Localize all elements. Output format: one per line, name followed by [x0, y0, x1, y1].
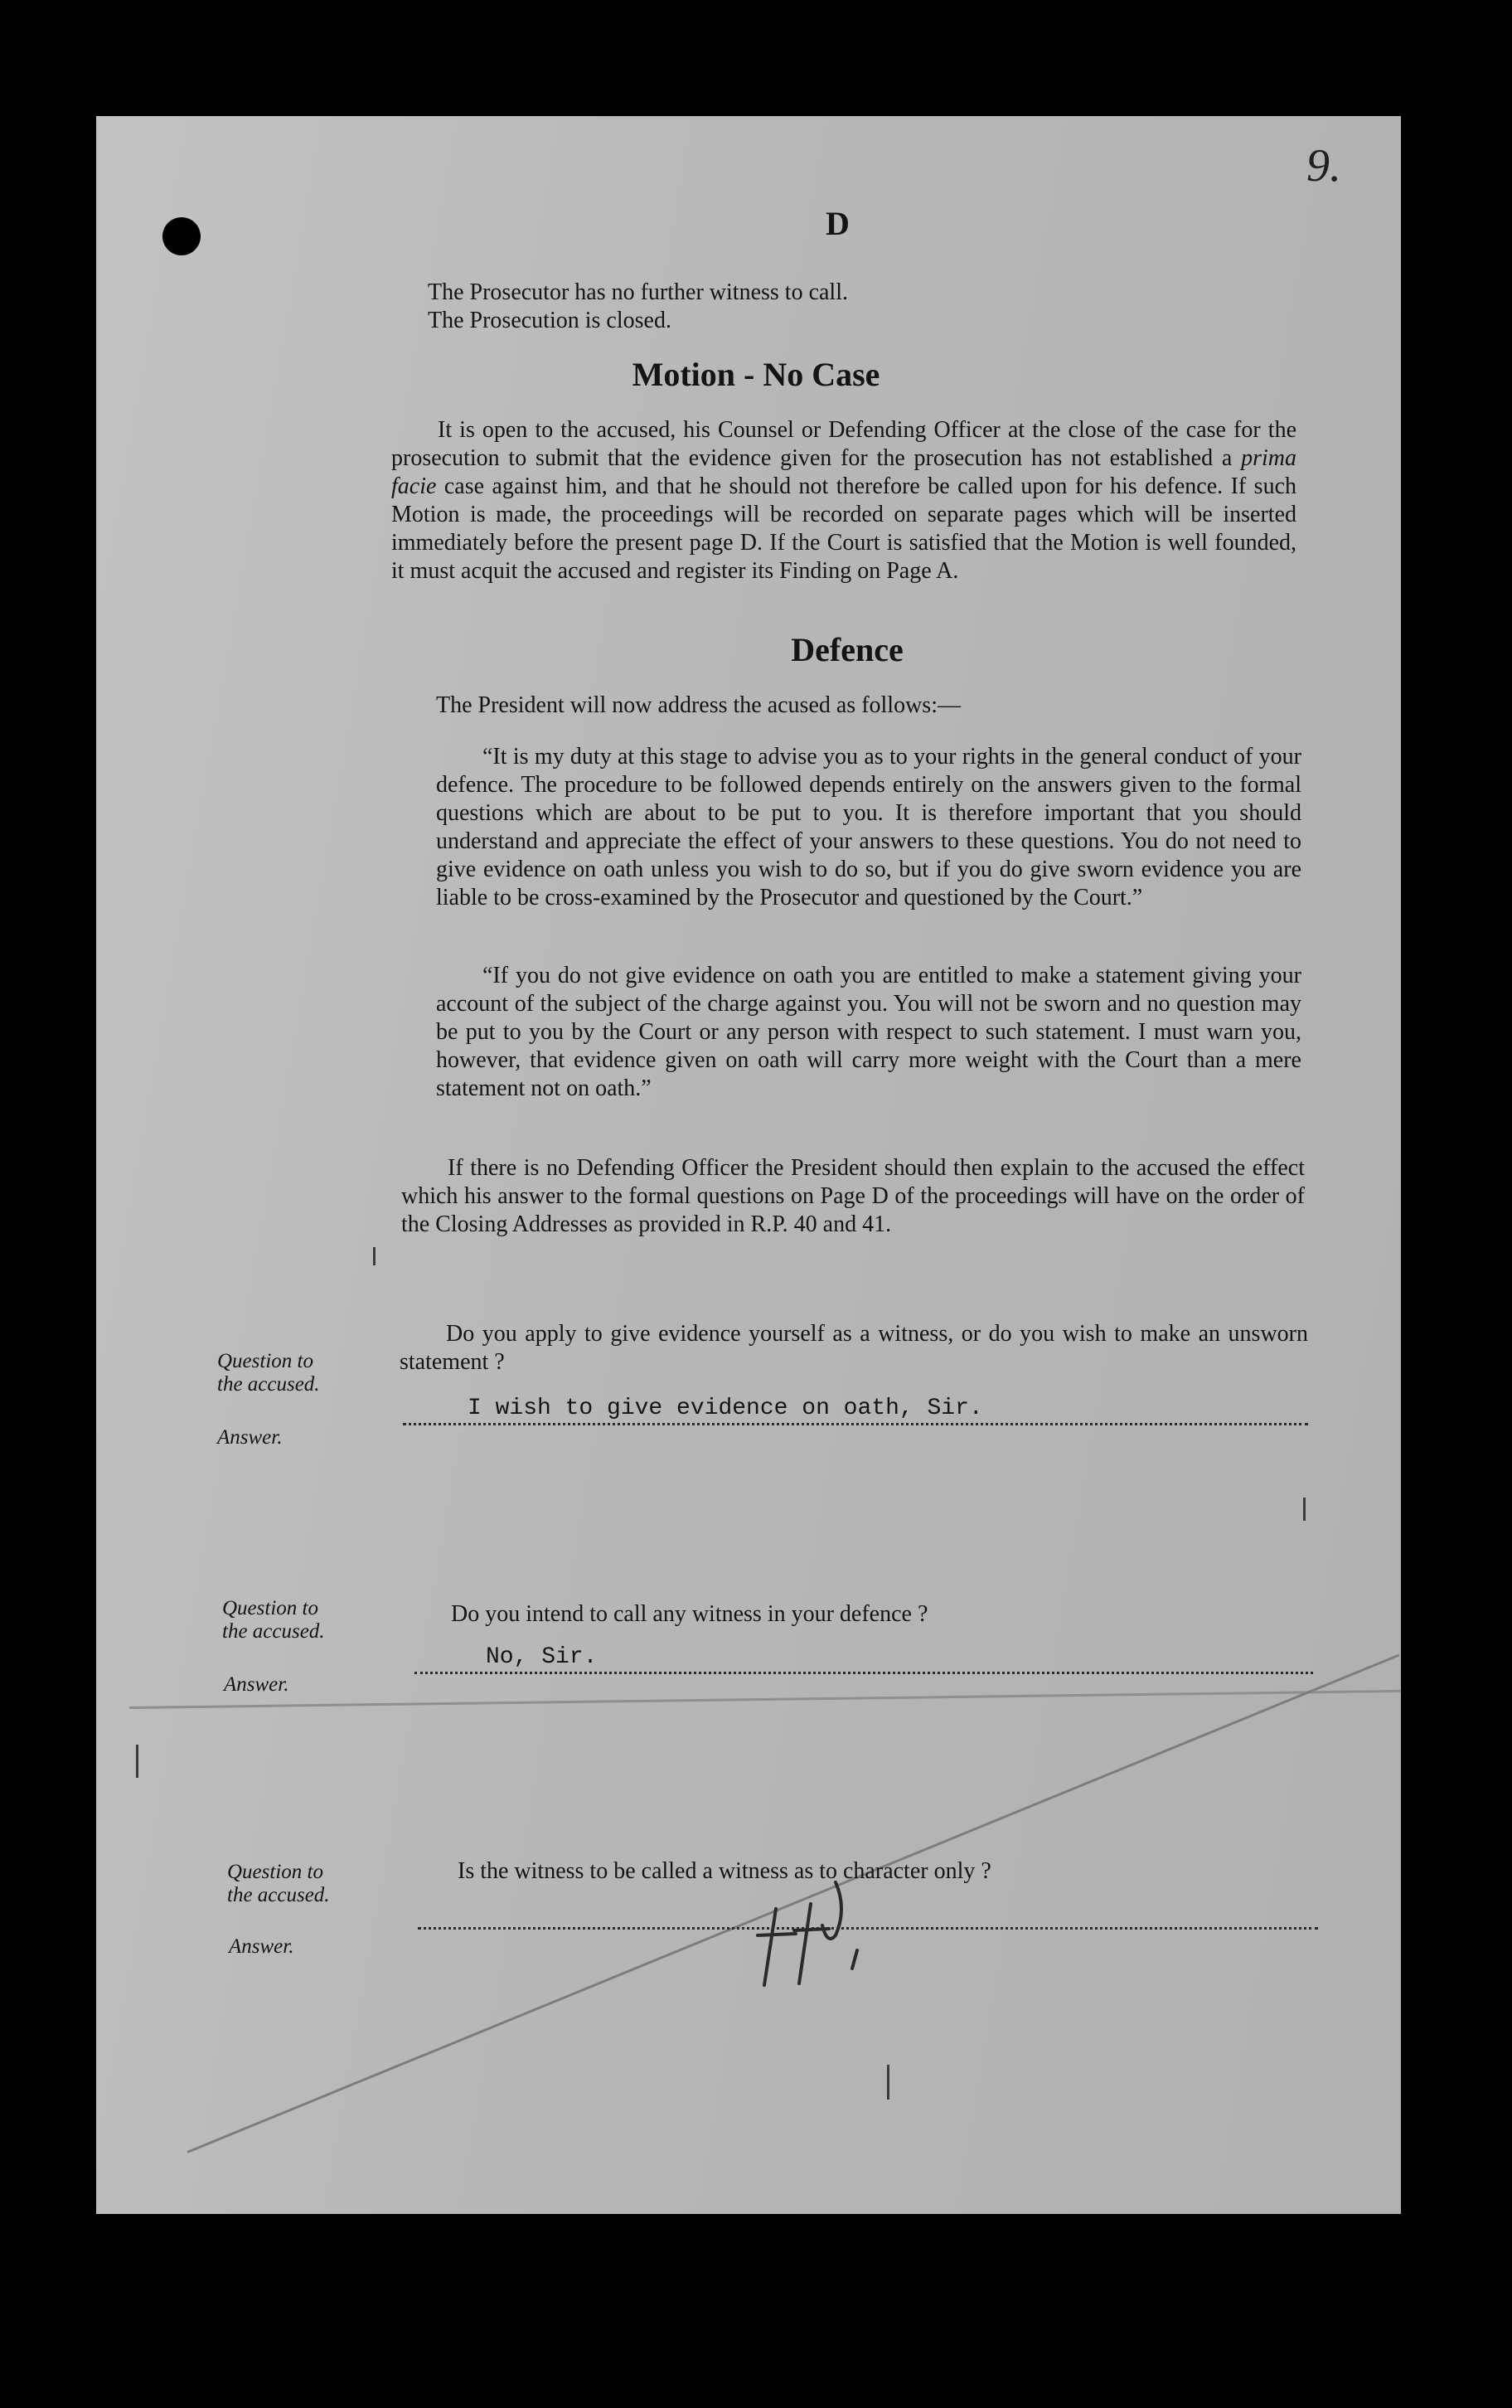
motion-text-before: It is open to the accused, his Counsel or Defending Officer at the close of the case for the prosecution to submit that the evidence given for the prosecution has not established a — [391, 417, 1296, 471]
margin-tick — [887, 2065, 889, 2100]
handwritten-page-number: 9. — [1306, 140, 1341, 192]
answer-2-field[interactable] — [414, 1643, 1313, 1674]
defence-paragraph-3: If there is no Defending Officer the President should then explain to the accused the effect which his answer to the formal questions on Page D of the proceedings will have on the order of the Closing Addresses as provided in R.P. 40 and 41. — [401, 1155, 1305, 1237]
margin-tick — [1303, 1498, 1306, 1521]
answer-label: Answer. — [217, 1426, 283, 1449]
question-label: Question to the accused. — [217, 1350, 320, 1396]
intro-line-1: The Prosecutor has no further witness to call. — [428, 279, 848, 305]
intro-line-2: The Prosecution is closed. — [428, 308, 671, 333]
defence-intro: The President will now address the acused as follows:— — [436, 692, 961, 718]
question-label: Question to the accused. — [227, 1861, 330, 1906]
margin-tick — [373, 1247, 376, 1265]
handwritten-mark — [743, 1876, 920, 2000]
question-1-text: Do you apply to give evidence yourself as a witness, or do you wish to make an unsworn statement ? — [400, 1321, 1308, 1375]
motion-text-italic: prima facie — [391, 445, 1296, 499]
page-letter: D — [826, 205, 850, 242]
question-2-text: Do you intend to call any witness in your defence ? — [451, 1601, 928, 1627]
answer-1-text: I wish to give evidence on oath, Sir. — [468, 1396, 983, 1421]
margin-tick — [136, 1745, 138, 1778]
prosecution-closed-note — [428, 279, 848, 335]
motion-paragraph — [391, 416, 1296, 585]
answer-2-text: No, Sir. — [486, 1644, 598, 1670]
motion-text-after: case against him, and that he should not therefore be called upon for his defence. If such Motion is made, the proceedings will be recorded on separate pages which will be inserted immediately before the present page D. If the Court is satisfied that the Motion is well founded, it must acquit the accused and register its Finding on Page A. — [391, 473, 1296, 584]
answer-label: Answer. — [224, 1673, 289, 1696]
question-3-text: Is the witness to be called a witness as to character only ? — [458, 1858, 991, 1884]
punch-hole — [162, 217, 201, 255]
defence-paragraph-1: “It is my duty at this stage to advise you as to your rights in the general conduct of your defence. The procedure to be followed depends entirely on the answers given to the formal questions which are about to be put to you. It is therefore important that you should understand and appreciate the effect of your answers to these questions. You do not need to give evidence on oath unless you wish to do so, but if you do give sworn evidence you are liable to be cross-examined by the Prosecutor and questioned by the Court.” — [436, 744, 1301, 910]
question-label: Question to the accused. — [222, 1597, 325, 1643]
defence-paragraph-2: “If you do not give evidence on oath you are entitled to make a statement giving your account of the subject of the charge against you. You will not be sworn and no question may be put to you by the Court or any person with respect to such statement. I must warn you, however, that evidence given on oath will carry more weight with the Court than a mere statement not on oath.” — [436, 963, 1301, 1101]
motion-heading: Motion - No Case — [632, 356, 880, 393]
answer-1-field[interactable] — [403, 1395, 1308, 1425]
defence-heading: Defence — [791, 631, 904, 668]
answer-label: Answer. — [229, 1935, 294, 1958]
